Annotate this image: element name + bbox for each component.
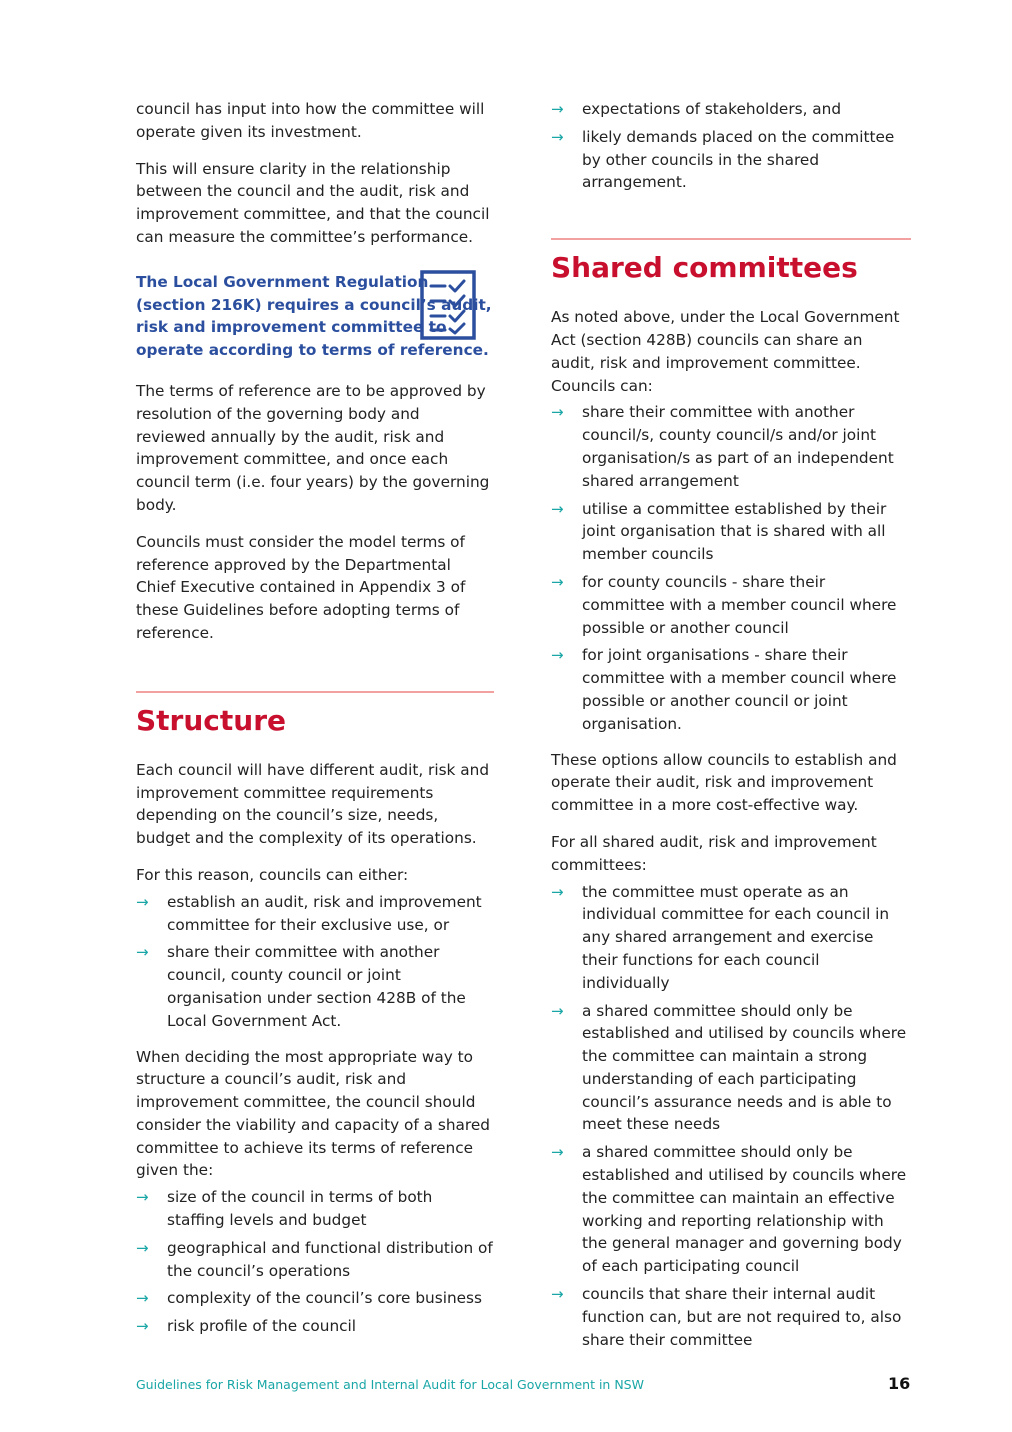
section-divider [136,691,494,693]
page-number: 16 [888,1374,911,1393]
footer-title: Guidelines for Risk Management and Internal Audit for Local Government in NSW [136,1377,644,1392]
list-item: → a shared committee should only be established and utilised by councils where the committee can maintain an effective working and reporting relationship with the general manager and governing body of each participating council [551,1143,907,1276]
arrow-right-icon: → [551,403,564,422]
list-item: → share their committee with another council/s, county council/s and/or joint organisation/s as part of an independent shared arrangement [551,403,894,490]
list-item: → for joint organisations - share their committee with a member council where possible or another council or joint organisation. [551,646,897,733]
arrow-right-icon: → [136,1238,149,1257]
list-item: → for county councils - share their committee with a member council where possible or another council [551,572,897,637]
arrow-right-icon: → [551,882,564,901]
structure-paragraph: For this reason, councils can either: [136,865,409,884]
checklist-icon [418,269,478,341]
terms-paragraph: Councils must consider the model terms of reference approved by the Departmental Chief Executive contained in Appendix 3 of these Guidelines before adopting terms of reference. [136,532,466,642]
arrow-right-icon: → [551,1143,564,1162]
shared-options-list [551,401,911,735]
left-column [136,98,494,1351]
shared-paragraph: For all shared audit, risk and improvement committees: [551,832,877,874]
intro-paragraph: council has input into how the committee will operate given its investment. [136,100,485,141]
arrow-right-icon: → [551,127,564,146]
arrow-right-icon: → [136,1289,149,1308]
arrow-right-icon: → [551,499,564,518]
list-item: → establish an audit, risk and improvement committee for their exclusive use, or [136,892,482,934]
continued-list [551,98,911,194]
arrow-right-icon: → [136,1317,149,1336]
arrow-right-icon: → [551,1285,564,1304]
terms-paragraph: The terms of reference are to be approved by resolution of the governing body and reviewed annually by the audit, risk and improvement committee, and once each council term (i.e. four years) by the governing body. [136,381,490,514]
structure-heading: Structure [136,703,287,737]
list-item: → geographical and functional distribution of the council’s operations [136,1238,493,1280]
shared-requirements-list [551,881,911,1352]
arrow-right-icon: → [136,943,149,962]
regulation-callout [136,271,494,362]
arrow-right-icon: → [136,892,149,911]
list-item: → complexity of the council’s core business [136,1287,494,1310]
list-item: → risk profile of the council [136,1315,494,1338]
list-item: → a shared committee should only be established and utilised by councils where the committee can maintain a strong understanding of each participating council’s assurance needs and is able to meet these needs [551,1001,907,1134]
section-divider [551,238,911,240]
right-column [551,98,911,1364]
intro-paragraph: This will ensure clarity in the relationship between the council and the audit, risk and improvement committee, and that the council can measure the committee’s performance. [136,159,490,246]
shared-intro: As noted above, under the Local Government Act (section 428B) councils can share an audit, risk and improvement committee. Councils can: [551,308,900,395]
shared-paragraph: These options allow councils to establish and operate their audit, risk and improvement committee in a more cost-effective way. [551,750,897,815]
list-item: → likely demands placed on the committee by other councils in the shared arrangement. [551,127,895,192]
structure-options-list [136,891,494,1033]
list-item: → councils that share their internal audit function can, but are not required to, also share their committee [551,1285,902,1349]
list-item: → size of the council in terms of both staffing levels and budget [136,1188,433,1230]
structure-paragraph: When deciding the most appropriate way to structure a council’s audit, risk and improvement committee, the council should consider the viability and capacity of a shared committee to achieve its terms of reference given the: [136,1047,491,1180]
arrow-right-icon: → [551,100,564,118]
arrow-right-icon: → [551,646,564,665]
structure-paragraph: Each council will have different audit, risk and improvement committee requirements depending on the council’s size, needs, budget and the complexity of its operations. [136,760,490,848]
list-item: → the committee must operate as an individual committee for each council in any shared arrangement and exercise their functions for each council individually [551,882,890,992]
arrow-right-icon: → [551,572,564,591]
arrow-right-icon: → [551,1001,564,1020]
list-item: → utilise a committee established by their joint organisation that is shared with all member councils [551,499,887,564]
list-item: → expectations of stakeholders, and [551,98,911,121]
callout-text: The Local Government Regulation (section 216K) requires a council’s audit, risk and improvement committee to operate according to terms of reference. [136,272,492,360]
structure-factors-list [136,1186,494,1338]
shared-committees-heading: Shared committees [551,251,858,285]
list-item: → share their committee with another council, county council or joint organisation under section 428B of the Local Government Act. [136,943,466,1030]
arrow-right-icon: → [136,1188,149,1207]
